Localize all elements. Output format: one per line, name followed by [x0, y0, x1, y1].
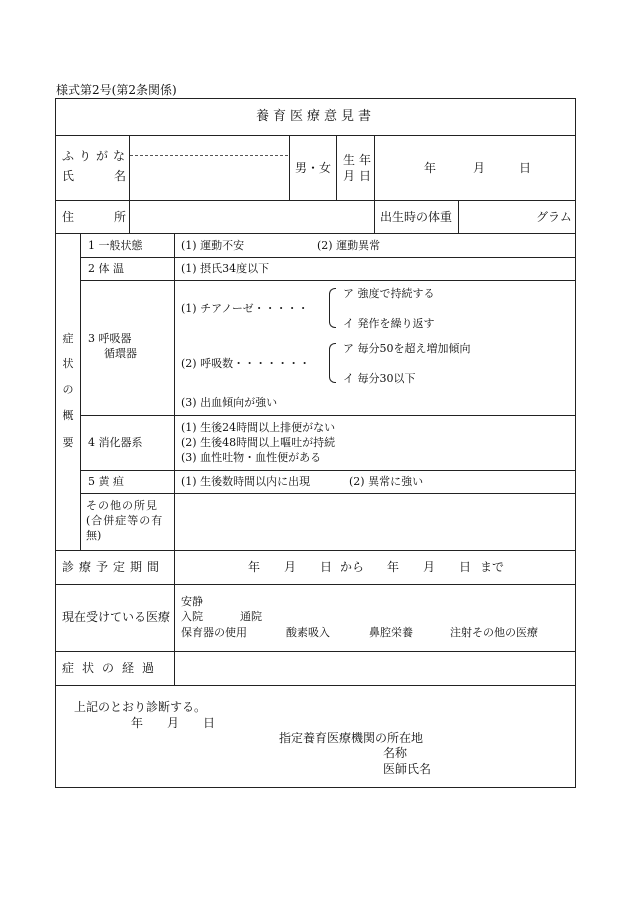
treatment-admission[interactable]: 入院 — [181, 610, 203, 623]
digestive-option-2[interactable]: (2) 生後48時間以上嘔吐が持続 — [181, 436, 336, 449]
period-month-2[interactable]: 月 — [423, 560, 436, 574]
birth-weight-label: 出生時の体重 — [380, 210, 453, 224]
bleeding-option[interactable]: (3) 出血傾向が強い — [181, 396, 278, 409]
period-month-1[interactable]: 月 — [284, 560, 297, 574]
grid-line — [55, 233, 576, 234]
temperature-label: 2 体 温 — [88, 262, 124, 275]
other-findings-field[interactable] — [176, 495, 574, 549]
breathing-sub-i[interactable]: イ 毎分30以下 — [343, 372, 416, 385]
furigana-divider — [130, 155, 288, 156]
period-until: まで — [480, 560, 505, 574]
name-label-mei: 名 — [114, 169, 127, 183]
jaundice-option-2[interactable]: (2) 異常に強い — [349, 475, 424, 488]
institution-address-label: 指定養育医療機関の所在地 — [279, 731, 424, 745]
cyanosis-sub-a[interactable]: ア 強度で持続する — [343, 287, 435, 300]
grid-line — [80, 233, 81, 550]
grid-line — [55, 200, 576, 201]
birth-label-line1: 生年 — [343, 153, 376, 167]
digestive-option-1[interactable]: (1) 生後24時間以上排便がない — [181, 421, 336, 434]
form-title: 養育医療意見書 — [255, 109, 375, 124]
temperature-option-1[interactable]: (1) 摂氏34度以下 — [181, 262, 270, 275]
sex-options[interactable]: 男・女 — [294, 161, 331, 175]
grid-line — [80, 470, 576, 471]
progress-field[interactable] — [176, 653, 574, 683]
treatment-incubator[interactable]: 保育器の使用 — [181, 626, 247, 639]
address-label-ju: 住 — [62, 210, 75, 224]
diagnosis-statement: 上記のとおり診断する。 — [74, 700, 207, 714]
section-label-char: 症 — [62, 332, 74, 345]
grid-line — [55, 98, 576, 99]
general-option-2[interactable]: (2) 運動異常 — [317, 239, 381, 252]
respiratory-label: 3 呼吸器 — [88, 332, 132, 345]
grid-line — [174, 233, 175, 685]
grid-line — [55, 787, 576, 788]
general-option-1[interactable]: (1) 運動不安 — [181, 239, 245, 252]
address-label-sho: 所 — [114, 210, 127, 224]
name-field[interactable] — [130, 158, 288, 198]
period-year-1[interactable]: 年 — [248, 560, 261, 574]
treatment-injection-other[interactable]: 注射その他の医療 — [450, 626, 538, 639]
grid-line — [55, 550, 576, 551]
digestive-label: 4 消化器系 — [88, 436, 143, 449]
progress-label: 症状の経過 — [62, 661, 163, 675]
furigana-label: ふりがな — [62, 149, 131, 163]
cyanosis-sub-i[interactable]: イ 発作を繰り返す — [343, 317, 435, 330]
grid-line — [80, 493, 576, 494]
treatment-outpatient[interactable]: 通院 — [240, 610, 262, 623]
section-label-char: 要 — [62, 436, 74, 449]
other-findings-label-3: 無) — [86, 529, 102, 542]
section-label-char: 概 — [62, 409, 74, 422]
gram-unit: グラム — [536, 210, 572, 224]
grid-line — [55, 98, 56, 787]
grid-line — [80, 257, 576, 258]
birth-year[interactable]: 年 — [424, 161, 437, 175]
grid-line — [55, 651, 576, 652]
treatment-period-label: 診療予定期間 — [62, 560, 165, 574]
grid-line — [458, 200, 459, 233]
digestive-option-3[interactable]: (3) 血性吐物・血性便がある — [181, 451, 322, 464]
grid-line — [80, 415, 576, 416]
other-findings-label-2: (合併症等の有 — [86, 514, 164, 527]
grid-line — [374, 135, 375, 233]
period-year-2[interactable]: 年 — [387, 560, 400, 574]
section-label-char: の — [62, 383, 74, 396]
address-field[interactable] — [130, 202, 373, 232]
diagnosis-year[interactable]: 年 — [131, 716, 144, 730]
jaundice-label: 5 黄 疸 — [88, 475, 124, 488]
diagnosis-day[interactable]: 日 — [203, 716, 216, 730]
period-from: から — [340, 560, 365, 574]
breathing-rate-option[interactable]: (2) 呼吸数・・・・・・・ — [181, 357, 311, 370]
treatment-nasal-feeding[interactable]: 鼻腔栄養 — [369, 626, 413, 639]
treatment-oxygen[interactable]: 酸素吸入 — [286, 626, 330, 639]
birth-label-line2: 月日 — [343, 169, 376, 183]
breathing-sub-a[interactable]: ア 毎分50を超え増加傾向 — [343, 342, 471, 355]
other-findings-label-1: その他の所見 — [86, 499, 158, 512]
treatment-rest[interactable]: 安静 — [181, 595, 203, 608]
jaundice-option-1[interactable]: (1) 生後数時間以内に出現 — [181, 475, 311, 488]
grid-line — [336, 135, 337, 200]
period-day-2[interactable]: 日 — [459, 560, 472, 574]
birth-day[interactable]: 日 — [519, 161, 532, 175]
brace — [329, 288, 336, 328]
grid-line — [80, 280, 576, 281]
furigana-field[interactable] — [130, 137, 288, 154]
cyanosis-option[interactable]: (1) チアノーゼ・・・・・ — [181, 302, 309, 315]
grid-line — [575, 98, 576, 787]
brace — [329, 343, 336, 383]
diagnosis-month[interactable]: 月 — [167, 716, 180, 730]
grid-line — [55, 584, 576, 585]
birth-month[interactable]: 月 — [473, 161, 486, 175]
grid-line — [55, 685, 576, 686]
doctor-name-label: 医師氏名 — [383, 762, 432, 776]
institution-name-label: 名称 — [383, 746, 408, 760]
current-treatment-label: 現在受けている医療 — [62, 610, 171, 624]
period-day-1[interactable]: 日 — [320, 560, 333, 574]
circulatory-label: 循環器 — [104, 347, 137, 360]
name-label-shi: 氏 — [62, 169, 75, 183]
section-label-char: 状 — [62, 357, 74, 370]
grid-line — [55, 135, 576, 136]
general-condition-label: 1 一般状態 — [88, 239, 143, 252]
form-number-label: 様式第2号(第2条関係) — [56, 83, 177, 97]
